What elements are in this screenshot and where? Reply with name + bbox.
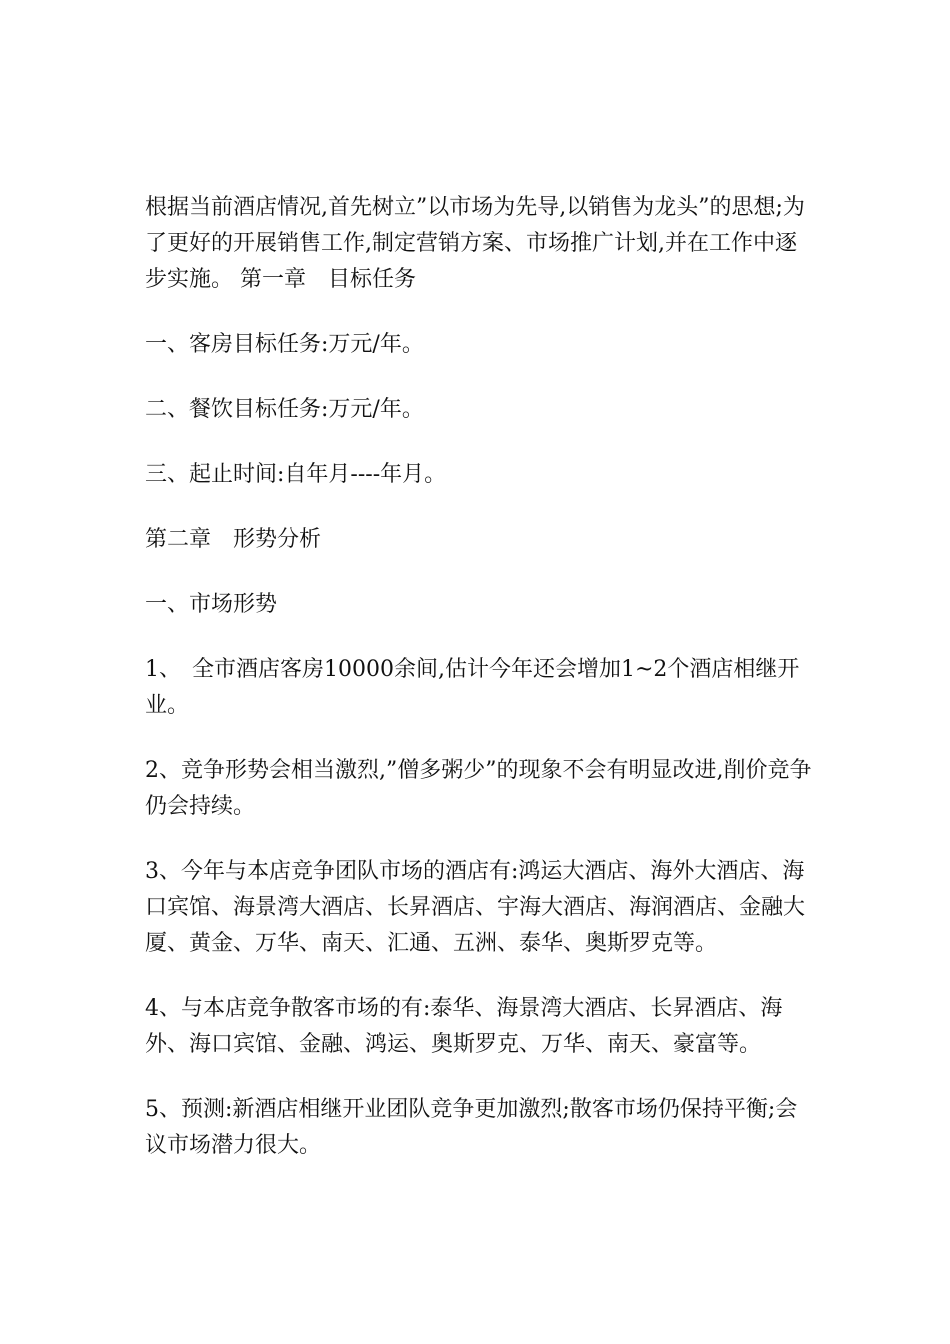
list-item-1: 1、 全市酒店客房10000余间,估计今年还会增加1~2个酒店相继开业。: [145, 657, 800, 718]
list-item-2: 2、竞争形势会相当激烈,”僧多粥少”的现象不会有明显改进,削价竞争仍会持续。: [145, 758, 812, 819]
document-body: [145, 190, 813, 1193]
list-item-3: 3、今年与本店竞争团队市场的酒店有:鸿运大酒店、海外大酒店、海口宾馆、海景湾大酒店、长昇酒店、宇海大酒店、海润酒店、金融大厦、黄金、万华、南天、汇通、五洲、泰华、奥斯罗克等。: [145, 859, 806, 956]
list-item-5: 5、预测:新酒店相继开业团队竞争更加激烈;散客市场仍保持平衡;会议市场潜力很大。: [145, 1097, 798, 1158]
market-situation-heading: 一、市场形势: [145, 592, 278, 617]
period-item: 三、起止时间:自年月----年月。: [145, 462, 447, 487]
intro-paragraph: 根据当前酒店情况,首先树立”以市场为先导,以销售为龙头”的思想;为了更好的开展销售工作,制定营销方案、市场推广计划,并在工作中逐步实施。 第一章 目标任务: [145, 195, 805, 292]
dining-target-item: 二、餐饮目标任务:万元/年。: [145, 397, 424, 422]
list-item-4: 4、与本店竞争散客市场的有:泰华、海景湾大酒店、长昇酒店、海外、海口宾馆、金融、鸿运、奥斯罗克、万华、南天、豪富等。: [145, 996, 783, 1057]
room-target-item: 一、客房目标任务:万元/年。: [145, 332, 424, 357]
chapter-two-heading: 第二章 形势分析: [145, 527, 322, 552]
